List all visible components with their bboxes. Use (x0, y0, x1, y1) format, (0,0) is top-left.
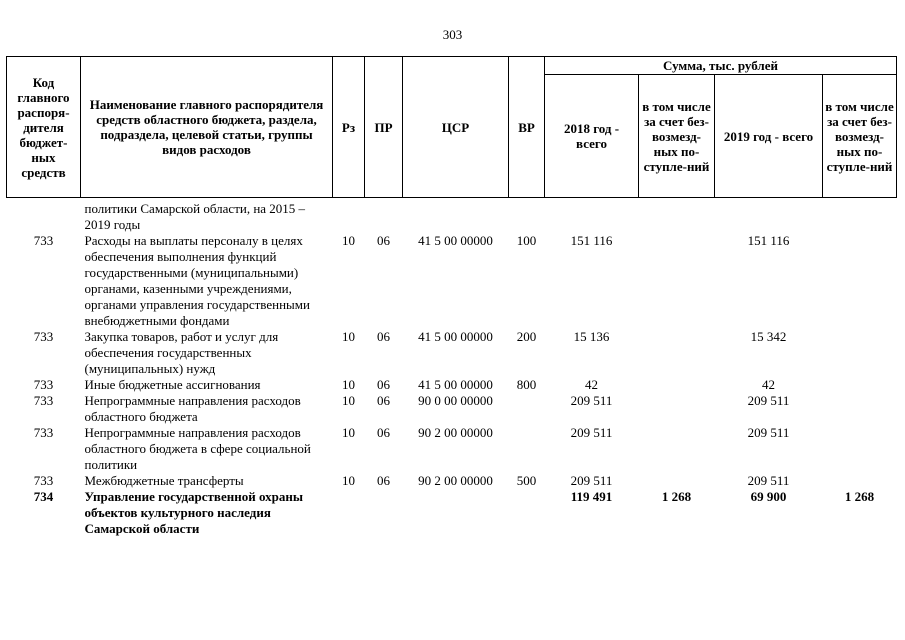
cell-vr: 200 (516, 329, 537, 344)
cell-2019-free (823, 198, 897, 234)
cell-csr: 90 2 00 00000 (418, 425, 493, 440)
cell-pr (365, 489, 403, 537)
cell-code: 733 (33, 473, 54, 488)
table-row (7, 198, 897, 234)
table-row (7, 489, 897, 537)
cell-code: 733 (33, 377, 54, 392)
cell-2018-free (639, 233, 715, 329)
cell-rz: 10 (342, 329, 355, 344)
cell-pr: 06 (377, 329, 390, 344)
header-row-top (7, 57, 897, 75)
col-header-2018-free: в том числе за счет без-возмезд-ных по-ступле-ний (639, 75, 715, 198)
cell-2019-free (823, 473, 897, 489)
budget-table (6, 56, 897, 537)
table-row (7, 393, 897, 425)
cell-name: Управление государственной охраны объектов культурного наследия Самарской области (84, 489, 303, 536)
col-header-2018-total: 2018 год - всего (545, 75, 639, 198)
cell-code: 734 (33, 489, 54, 504)
cell-2018-free: 1 268 (661, 489, 692, 504)
cell-name: Непрограммные направления расходов областного бюджета в сфере социальной политики (84, 425, 311, 472)
table-row (7, 425, 897, 473)
cell-2018-total: 209 511 (570, 473, 613, 488)
cell-2018-total: 209 511 (570, 425, 613, 440)
cell-2018-total: 209 511 (570, 393, 613, 408)
cell-2018-total: 119 491 (570, 489, 613, 504)
cell-2018-total: 151 116 (570, 233, 613, 248)
cell-name: Расходы на выплаты персоналу в целях обеспечения выполнения функций государственными (муниципальными) органами, казенными учреждениями, органами управления государственными внебюджетными фондами (84, 233, 310, 328)
cell-code (7, 198, 81, 234)
cell-csr: 90 2 00 00000 (418, 473, 493, 488)
cell-rz: 10 (342, 425, 355, 440)
cell-csr: 41 5 00 00000 (418, 329, 493, 344)
cell-2019-free: 1 268 (844, 489, 875, 504)
cell-2019-free (823, 425, 897, 473)
cell-2019-free (823, 329, 897, 377)
cell-code: 733 (33, 329, 54, 344)
cell-rz (333, 198, 365, 234)
cell-pr: 06 (377, 425, 390, 440)
cell-vr: 100 (516, 233, 537, 248)
cell-2019-free (823, 377, 897, 393)
cell-rz: 10 (342, 233, 355, 248)
cell-pr: 06 (377, 473, 390, 488)
cell-rz: 10 (342, 473, 355, 488)
cell-code: 733 (33, 393, 54, 408)
cell-2019-total: 15 342 (750, 329, 787, 344)
cell-name: Межбюджетные трансферты (84, 473, 244, 488)
cell-csr: 90 0 00 00000 (418, 393, 493, 408)
cell-name: Закупка товаров, работ и услуг для обеспечения государственных (муниципальных) нужд (84, 329, 279, 376)
cell-2018-free (639, 198, 715, 234)
table-row (7, 329, 897, 377)
table-body (7, 198, 897, 538)
cell-rz: 10 (342, 377, 355, 392)
cell-2019-total: 151 116 (747, 233, 790, 248)
cell-csr: 41 5 00 00000 (418, 233, 493, 248)
col-header-csr: ЦСР (403, 57, 509, 198)
cell-pr: 06 (377, 377, 390, 392)
cell-2019-free (823, 233, 897, 329)
cell-2019-total: 42 (762, 377, 775, 392)
table-row (7, 473, 897, 489)
cell-2018-total: 15 136 (573, 329, 610, 344)
cell-rz (333, 489, 365, 537)
cell-pr: 06 (377, 233, 390, 248)
cell-2018-free (639, 393, 715, 425)
col-header-sum-group: Сумма, тыс. рублей (545, 57, 897, 75)
cell-2018-free (639, 377, 715, 393)
col-header-rz: Рз (333, 57, 365, 198)
cell-2019-total: 209 511 (747, 425, 790, 440)
cell-2019-free (823, 393, 897, 425)
cell-vr: 800 (516, 377, 537, 392)
col-header-pr: ПР (365, 57, 403, 198)
cell-2019-total: 69 900 (750, 489, 787, 504)
cell-name: Непрограммные направления расходов областного бюджета (84, 393, 301, 424)
col-header-2019-free: в том числе за счет без-возмезд-ных по-ступле-ний (823, 75, 897, 198)
cell-vr (509, 425, 545, 473)
col-header-vr: ВР (509, 57, 545, 198)
cell-pr (365, 198, 403, 234)
page-number: 303 (442, 27, 463, 42)
cell-vr (509, 489, 545, 537)
cell-2018-total (545, 198, 639, 234)
cell-name: политики Самарской области, на 2015 – 2019 годы (84, 201, 306, 232)
table-row (7, 377, 897, 393)
cell-code: 733 (33, 233, 54, 248)
cell-pr: 06 (377, 393, 390, 408)
cell-vr (509, 198, 545, 234)
cell-csr: 41 5 00 00000 (418, 377, 493, 392)
cell-vr: 500 (516, 473, 537, 488)
cell-vr (509, 393, 545, 425)
cell-csr (403, 489, 509, 537)
cell-name: Иные бюджетные ассигнования (84, 377, 261, 392)
cell-code: 733 (33, 425, 54, 440)
table-row (7, 233, 897, 329)
cell-rz: 10 (342, 393, 355, 408)
cell-2018-free (639, 329, 715, 377)
col-header-name: Наименование главного распорядителя средств областного бюджета, раздела, подраздела, целевой статьи, группы видов расходов (81, 57, 333, 198)
cell-2018-free (639, 473, 715, 489)
cell-2018-free (639, 425, 715, 473)
cell-2018-total: 42 (585, 377, 598, 392)
cell-2019-total: 209 511 (747, 473, 790, 488)
cell-2019-total: 209 511 (747, 393, 790, 408)
col-header-code: Код главного распоря-дителя бюджет-ных средств (7, 57, 81, 198)
cell-2019-total (715, 198, 823, 234)
cell-csr (403, 198, 509, 234)
col-header-2019-total: 2019 год - всего (715, 75, 823, 198)
